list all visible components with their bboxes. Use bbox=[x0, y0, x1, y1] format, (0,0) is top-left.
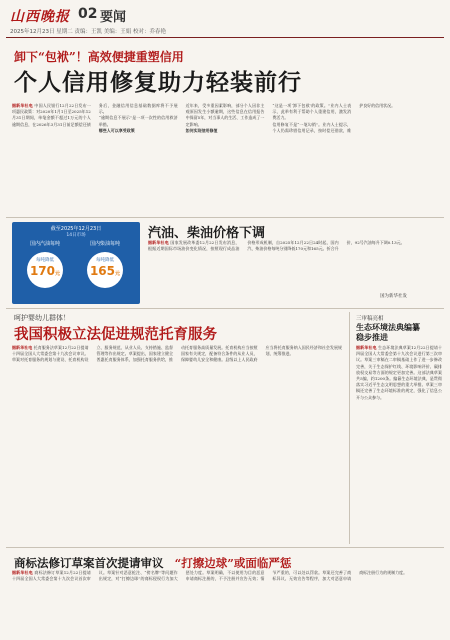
gasoline-label: 国内汽油每吨 bbox=[29, 241, 60, 247]
divider-3 bbox=[6, 547, 444, 548]
article5-headline-b: “打擦边球”或面临严惩 bbox=[174, 556, 292, 570]
article1-subhead-1: 哪些人可以享受政策 bbox=[98, 127, 135, 133]
gasoline-value bbox=[20, 264, 70, 278]
article4-headline-2: 稳步推进 bbox=[356, 332, 388, 342]
article3-byline: 据新华社电 bbox=[12, 345, 33, 350]
gasoline-sub: 每吨降低 bbox=[36, 258, 54, 263]
infographic-title: 截至2025年12月23日 bbox=[50, 226, 102, 232]
diesel-sub: 每吨降低 bbox=[96, 258, 114, 263]
article2-source: 国为新华社发 bbox=[380, 294, 407, 299]
article1-kicker: 卸下“包袱”！高效便捷重塑信用 bbox=[14, 50, 184, 64]
article2-text: 国家发展改革委12月22日发布消息，根据近期国际市场油价变化情况，按照现行成品油价格形成机制，自2025年12月22日24时起，国内汽、柴油价格每吨分别降低170元和165元。折合升价，92号汽油每升下调0.13元。 bbox=[148, 240, 405, 252]
article1-para-5: 信用修复不是“一笔勾销”。业内人士提示，个人仍需珍惜信用记录，按时偿还借款，维护良好的信用状况。 bbox=[272, 103, 396, 133]
diesel-drop bbox=[80, 240, 130, 300]
date-line: 2025年12月23日 星期二 责编：王凯 美编：王娟 校对：乔春艳 bbox=[10, 29, 166, 35]
infographic-subtitle: 14日市场 bbox=[66, 233, 86, 238]
gasoline-drop bbox=[20, 240, 70, 300]
article4-headline-1: 生态环境法典编纂 bbox=[356, 322, 420, 332]
article3-text: 托育服务法草案12月22日提请十四届全国人大常委会第十九次会议审议。草案对托育服务的规划与建设、托育机构设立、服务规范、从业人员、支持措施、监督管理等作出规定。草案提出，国家建立健全普惠托育服务体系，加强托育服务供给，推动托育服务高质量发展。托育机构应当按照国家有关规定，配备符合条件的从业人员，保障婴幼儿安全和健康。县级以上人民政府应当将托育服务纳入国民经济和社会发展规划，统筹推进。 bbox=[12, 345, 342, 363]
article4-body bbox=[356, 345, 442, 543]
article5-headline-a: 商标法修订草案首次提请审议 bbox=[14, 556, 164, 570]
masthead bbox=[6, 6, 444, 36]
article5-headline bbox=[14, 552, 291, 571]
divider-2 bbox=[6, 308, 444, 309]
article1-para-2: “逾期信息不展示”是一项一次性的信用救济举措。 bbox=[98, 115, 178, 127]
gasoline-value-number: 170 bbox=[29, 264, 56, 278]
diesel-value-unit: 元 bbox=[115, 271, 121, 277]
article5-byline: 据新华社电 bbox=[12, 570, 33, 575]
article3-kicker: 呵护婴幼儿群体！ bbox=[14, 314, 70, 322]
article1-body bbox=[12, 103, 438, 213]
article1-para-1: 中国人民银行12月22日发布一项惠民政策：对2020年1月1日至2025年12月31日期间，单笔金额不超过1万元的个人逾期信息，在2026年3月31日前足额偿还债务后，金融信用信息基础数据库将不予展示。 bbox=[12, 103, 178, 127]
gasoline-value-unit: 元 bbox=[55, 271, 61, 277]
diesel-label: 国内柴油每吨 bbox=[89, 241, 120, 247]
article1-para-4: “这是一项‘卸下包袱’的政策。”业内人士表示，此举有利于帮助个人重建信用，激发消费活力。 bbox=[272, 103, 352, 121]
article5-text: 商标法修订草案12月22日提请十四届全国人大常委会第十九次会议首次审议。草案针对恶意抢注、“傍名牌”等问题作出规定，对“打擦边球”的商标侵权行为加大惩处力度。草案明确，不以使用为目的恶意申请商标注册的，不予注册并宣告无效；情节严重的，可以处以罚款。草案还完善了商标异议、无效宣告等程序，加大对恶意申请商标注册行为的规制力度。 bbox=[12, 570, 408, 582]
article2-byline: 据新华社电 bbox=[148, 240, 169, 245]
masthead-divider bbox=[6, 37, 444, 38]
article4-text: 生态环境法典草案12月22日提请十四届全国人大常委会第十九次会议进行第三次审议。草案三审稿在二审稿基础上作了进一步修改完善，关于生态保护红线、环境影响评价、碳排放权交易等方面的规定更加完善。这部法典草案共5编，约1200条。编纂生态环境法典，是贯彻落实习近平生态文明思想的重大举措。草案三审稿还完善了生态环境标准的规定，强化了信息公开与公众参与。 bbox=[356, 345, 442, 400]
article1-headline: 个人信用修复助力轻装前行 bbox=[14, 69, 302, 96]
article3-headline: 我国积极立法促进规范托育服务 bbox=[14, 326, 217, 343]
right-column-divider bbox=[349, 312, 350, 544]
diesel-value-number: 165 bbox=[89, 264, 116, 278]
article4-byline: 据新华社电 bbox=[356, 345, 377, 350]
article3-body bbox=[12, 345, 342, 543]
diesel-value bbox=[80, 264, 130, 278]
article1-byline: 据新华社电 bbox=[12, 103, 33, 108]
divider-1 bbox=[6, 217, 444, 218]
article4-kicker: 三审稿亮相 bbox=[356, 316, 384, 322]
page-number: 02 bbox=[78, 6, 98, 22]
masthead-logo: 山西晚报 bbox=[10, 9, 70, 25]
article2-body bbox=[148, 240, 438, 290]
fuel-price-infographic bbox=[12, 222, 140, 304]
section-name: 要闻 bbox=[100, 10, 127, 25]
article5-body bbox=[12, 570, 438, 632]
article2-headline: 汽油、柴油价格下调 bbox=[148, 226, 266, 241]
article1-subhead-2: 如何实现信用修复 bbox=[185, 127, 218, 133]
article1-para-3: 近年来，受多重因素影响，部分个人因非主观原因发生小额逾期，这些信息在信用报告中保留5年，对当事人的生活、工作造成了一定影响。 bbox=[185, 103, 265, 127]
